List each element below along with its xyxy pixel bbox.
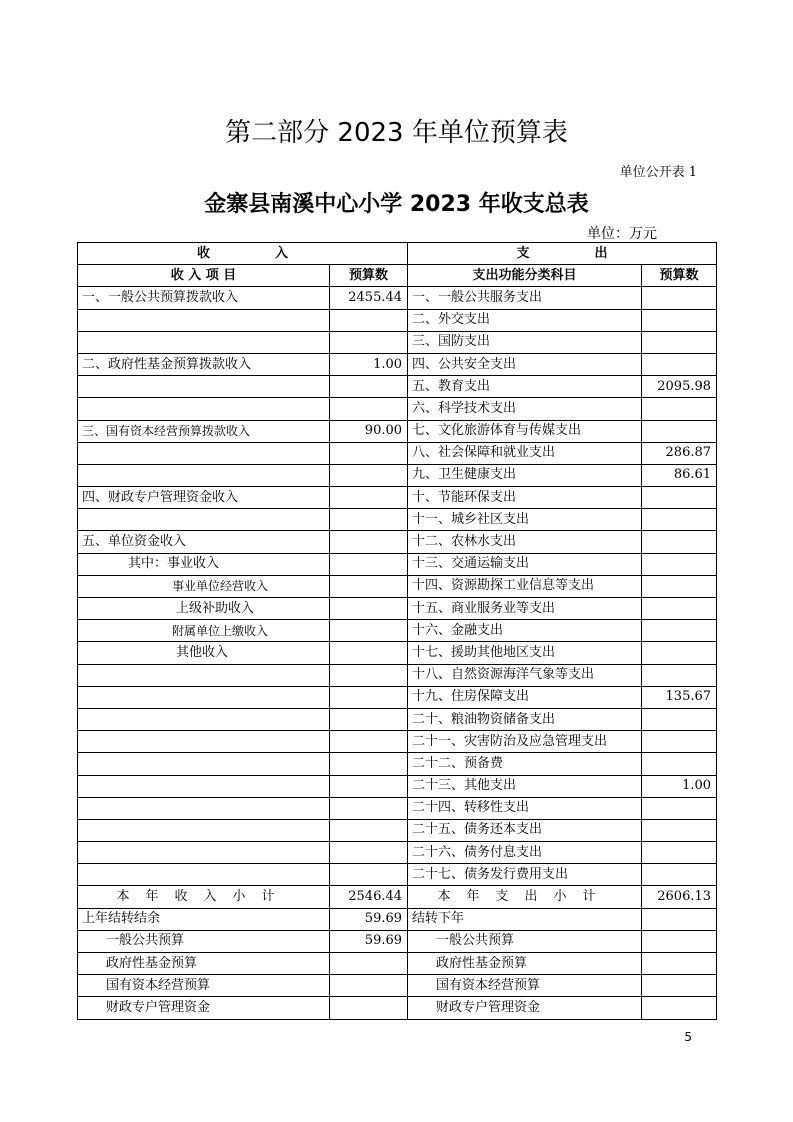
table-row: [78, 842, 717, 864]
income-item-cell: [78, 797, 330, 819]
expense-item-cell: 一、一般公共服务支出: [408, 287, 642, 309]
expense-budget-cell: [642, 753, 717, 775]
table-row: [78, 886, 717, 908]
expense-budget-cell: [642, 664, 717, 686]
expense-budget-cell: [642, 953, 717, 975]
expense-item-cell: 结转下年: [408, 908, 642, 930]
expense-item-cell: 十二、农林水支出: [408, 531, 642, 553]
table-row: [78, 442, 717, 464]
expense-budget-cell: [642, 553, 717, 575]
income-budget-cell: [330, 531, 408, 553]
income-item-cell: 政府性基金预算: [78, 953, 330, 975]
expense-budget-cell: [642, 797, 717, 819]
column-header-row: [78, 265, 717, 287]
income-budget-cell: 59.69: [330, 930, 408, 952]
income-budget-cell: [330, 686, 408, 708]
income-budget-cell: [330, 753, 408, 775]
income-item-cell: 五、单位资金收入: [78, 531, 330, 553]
expense-item-cell: 本年支出小计: [408, 886, 642, 908]
table-row: [78, 398, 717, 420]
expense-budget-cell: [642, 975, 717, 997]
table-row: [78, 420, 717, 442]
income-item-cell: 四、财政专户管理资金收入: [78, 487, 330, 509]
table-row: [78, 509, 717, 531]
income-item-cell: [78, 376, 330, 398]
income-item-cell: 其中：事业收入: [78, 553, 330, 575]
expense-budget-cell: 286.87: [642, 442, 717, 464]
table-row: [78, 464, 717, 486]
income-budget-cell: [330, 864, 408, 886]
expense-item-cell: 二十六、债务付息支出: [408, 842, 642, 864]
income-budget-cell: [330, 997, 408, 1019]
expense-budget-cell: [642, 642, 717, 664]
income-item-cell: [78, 442, 330, 464]
expense-budget-cell: [642, 287, 717, 309]
income-budget-cell: [330, 575, 408, 597]
income-item-cell: [78, 398, 330, 420]
expense-item-cell: 十三、交通运输支出: [408, 553, 642, 575]
expense-item-cell: 财政专户管理资金: [408, 997, 642, 1019]
expense-item-cell: 六、科学技术支出: [408, 398, 642, 420]
income-budget-cell: 59.69: [330, 908, 408, 930]
table-row: [78, 620, 717, 642]
expense-budget-cell: [642, 620, 717, 642]
income-budget-cell: [330, 797, 408, 819]
income-item-cell: 三、国有资本经营预算拨款收入: [78, 420, 330, 442]
income-item-cell: [78, 309, 330, 331]
income-budget-cell: 1.00: [330, 353, 408, 375]
income-group-header: 收 入: [78, 243, 408, 265]
income-budget-cell: [330, 642, 408, 664]
expense-item-cell: 四、公共安全支出: [408, 353, 642, 375]
budget-summary-table: [77, 242, 717, 1020]
income-budget-cell: [330, 509, 408, 531]
expense-item-cell: 十八、自然资源海洋气象等支出: [408, 664, 642, 686]
expense-budget-cell: 2606.13: [642, 886, 717, 908]
expense-budget-cell: 86.61: [642, 464, 717, 486]
table-row: [78, 531, 717, 553]
income-budget-cell: [330, 398, 408, 420]
income-budget-cell: [330, 620, 408, 642]
income-budget-cell: 2546.44: [330, 886, 408, 908]
expense-item-cell: 八、社会保障和就业支出: [408, 442, 642, 464]
expense-budget-cell: [642, 575, 717, 597]
income-item-cell: [78, 842, 330, 864]
expense-item-cell: 二十五、债务还本支出: [408, 819, 642, 841]
table-row: [78, 553, 717, 575]
income-item-cell: [78, 753, 330, 775]
income-item-cell: [78, 509, 330, 531]
expense-budget-cell: [642, 598, 717, 620]
income-item-cell: [78, 731, 330, 753]
income-item-cell: 一般公共预算: [78, 930, 330, 952]
expense-budget-cell: [642, 353, 717, 375]
expense-item-cell: 政府性基金预算: [408, 953, 642, 975]
expense-group-header: 支 出: [408, 243, 717, 265]
expense-budget-cell: [642, 487, 717, 509]
expense-budget-cell: [642, 509, 717, 531]
table-row: [78, 309, 717, 331]
table-row: [78, 753, 717, 775]
table-row: [78, 575, 717, 597]
table-row: [78, 353, 717, 375]
table-row: [78, 775, 717, 797]
income-item-cell: [78, 331, 330, 353]
expense-item-cell: 二、外交支出: [408, 309, 642, 331]
income-item-cell: 财政专户管理资金: [78, 997, 330, 1019]
income-item-header: 收 入 项 目: [78, 265, 330, 287]
expense-item-cell: 十五、商业服务业等支出: [408, 598, 642, 620]
table-row: [78, 997, 717, 1019]
table-row: [78, 953, 717, 975]
income-budget-cell: [330, 819, 408, 841]
table-row: [78, 598, 717, 620]
expense-item-cell: 七、文化旅游体育与传媒支出: [408, 420, 642, 442]
expense-budget-cell: [642, 708, 717, 730]
table-row: [78, 331, 717, 353]
income-item-cell: 本年收入小计: [78, 886, 330, 908]
income-item-cell: 一、一般公共预算拨款收入: [78, 287, 330, 309]
income-item-cell: [78, 464, 330, 486]
unit-label: 单位：万元: [587, 226, 657, 242]
income-item-cell: 其他收入: [78, 642, 330, 664]
page-number: 5: [684, 1030, 692, 1044]
expense-item-cell: 二十一、灾害防治及应急管理支出: [408, 731, 642, 753]
income-item-cell: 上年结转结余: [78, 908, 330, 930]
income-budget-cell: [330, 953, 408, 975]
expense-budget-cell: [642, 997, 717, 1019]
income-budget-cell: 2455.44: [330, 287, 408, 309]
expense-budget-cell: 135.67: [642, 686, 717, 708]
expense-budget-cell: [642, 908, 717, 930]
income-budget-cell: [330, 464, 408, 486]
expense-item-cell: 十一、城乡社区支出: [408, 509, 642, 531]
table-row: [78, 908, 717, 930]
income-item-cell: 国有资本经营预算: [78, 975, 330, 997]
table-row: [78, 930, 717, 952]
table-title: 金寨县南溪中心小学 2023 年收支总表: [204, 192, 589, 217]
table-row: [78, 708, 717, 730]
income-item-cell: [78, 775, 330, 797]
income-item-cell: 上级补助收入: [78, 598, 330, 620]
income-item-cell: [78, 686, 330, 708]
expense-item-cell: 二十七、债务发行费用支出: [408, 864, 642, 886]
expense-budget-cell: 1.00: [642, 775, 717, 797]
income-budget-cell: [330, 331, 408, 353]
table-row: [78, 686, 717, 708]
income-budget-cell: 90.00: [330, 420, 408, 442]
table-row: [78, 864, 717, 886]
expense-budget-cell: [642, 420, 717, 442]
expense-item-cell: 五、教育支出: [408, 376, 642, 398]
table-row: [78, 975, 717, 997]
expense-item-cell: 十四、资源勘探工业信息等支出: [408, 575, 642, 597]
income-budget-cell: [330, 553, 408, 575]
expense-budget-header: 预算数: [642, 265, 717, 287]
expense-budget-cell: [642, 531, 717, 553]
expense-item-cell: 二十二、预备费: [408, 753, 642, 775]
expense-item-cell: 九、卫生健康支出: [408, 464, 642, 486]
income-budget-cell: [330, 664, 408, 686]
part-title: 第二部分 2023 年单位预算表: [225, 118, 568, 148]
income-item-cell: [78, 708, 330, 730]
expense-item-cell: 三、国防支出: [408, 331, 642, 353]
income-item-cell: [78, 864, 330, 886]
table-row: [78, 642, 717, 664]
income-budget-cell: [330, 708, 408, 730]
income-budget-header: 预算数: [330, 265, 408, 287]
group-header-row: [78, 243, 717, 265]
table-row: [78, 487, 717, 509]
income-budget-cell: [330, 487, 408, 509]
table-row: [78, 664, 717, 686]
income-budget-cell: [330, 376, 408, 398]
expense-budget-cell: [642, 398, 717, 420]
expense-budget-cell: [642, 331, 717, 353]
income-item-cell: [78, 819, 330, 841]
expense-budget-cell: [642, 842, 717, 864]
expense-budget-cell: [642, 864, 717, 886]
income-item-cell: 事业单位经营收入: [78, 575, 330, 597]
expense-item-cell: 十七、援助其他地区支出: [408, 642, 642, 664]
table-row: [78, 287, 717, 309]
expense-item-header: 支出功能分类科目: [408, 265, 642, 287]
income-item-cell: 二、政府性基金预算拨款收入: [78, 353, 330, 375]
expense-budget-cell: 2095.98: [642, 376, 717, 398]
income-budget-cell: [330, 309, 408, 331]
income-budget-cell: [330, 975, 408, 997]
income-budget-cell: [330, 775, 408, 797]
income-item-cell: [78, 664, 330, 686]
table-row: [78, 797, 717, 819]
income-budget-cell: [330, 731, 408, 753]
expense-budget-cell: [642, 930, 717, 952]
income-item-cell: 附属单位上缴收入: [78, 620, 330, 642]
table-row: [78, 376, 717, 398]
expense-item-cell: 二十四、转移性支出: [408, 797, 642, 819]
expense-item-cell: 二十三、其他支出: [408, 775, 642, 797]
table-number: 单位公开表 1: [619, 165, 697, 180]
income-budget-cell: [330, 842, 408, 864]
expense-item-cell: 十、节能环保支出: [408, 487, 642, 509]
income-budget-cell: [330, 598, 408, 620]
expense-item-cell: 十六、金融支出: [408, 620, 642, 642]
income-budget-cell: [330, 442, 408, 464]
table-row: [78, 819, 717, 841]
expense-budget-cell: [642, 819, 717, 841]
expense-item-cell: 国有资本经营预算: [408, 975, 642, 997]
expense-item-cell: 一般公共预算: [408, 930, 642, 952]
expense-budget-cell: [642, 309, 717, 331]
expense-budget-cell: [642, 731, 717, 753]
table-row: [78, 731, 717, 753]
expense-item-cell: 二十、粮油物资储备支出: [408, 708, 642, 730]
expense-item-cell: 十九、住房保障支出: [408, 686, 642, 708]
